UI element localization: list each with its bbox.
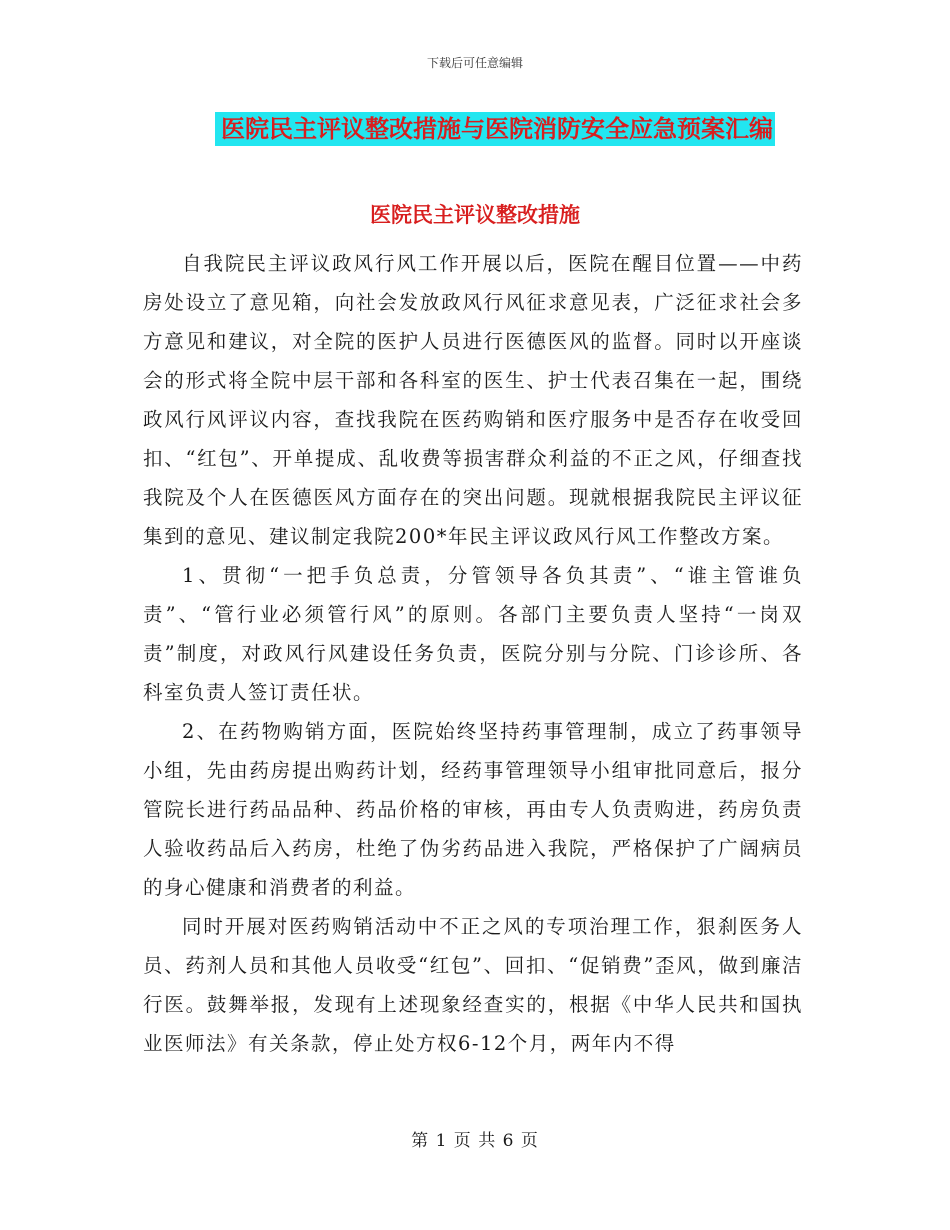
paragraph: 自我院民主评议政风行风工作开展以后，医院在醒目位置——中药房处设立了意见箱，向社会发放政风行风征求意见表，广泛征求社会多方意见和建议，对全院的医护人员进行医德医风的监督。同时以开座谈会的形式将全院中层干部和各科室的医生、护士代表召集在一起，围绕政风行风评议内容，查找我院在医药购销和医疗服务中是否存在收受回扣、“红包”、开单提成、乱收费等损害群众利益的不正之风，仔细查找我院及个人在医德医风方面存在的突出问题。现就根据我院民主评议征集到的意见、建议制定我院200*年民主评议政风行风工作整改方案。 [143,252,803,548]
document-title-wrap [0,112,950,146]
document-body [143,244,803,1063]
paragraph: 1、贯彻“一把手负总责，分管领导各负其责”、“谁主管谁负责”、“管行业必须管行风”的原则。各部门主要负责人坚持“一岗双责”制度，对政风行风建设任务负责，医院分别与分院、门诊诊所、各科室负责人签订责任状。 [143,564,803,704]
section-title: 医院民主评议整改措施 [370,203,580,227]
document-title: 医院民主评议整改措施与医院消防安全应急预案汇编 [215,112,775,146]
page-footer: 第 1 页 共 6 页 [411,1131,539,1151]
paragraph: 2、在药物购销方面，医院始终坚持药事管理制，成立了药事领导小组，先由药房提出购药计划，经药事管理领导小组审批同意后，报分管院长进行药品品种、药品价格的审核，再由专人负责购进，药房负责人验收药品后入药房，杜绝了伪劣药品进入我院，严格保护了广阔病员的身心健康和消费者的利益。 [143,720,803,899]
paragraph: 同时开展对医药购销活动中不正之风的专项治理工作，狠刹医务人员、药剂人员和其他人员收受“红包”、回扣、“促销费”歪风，做到廉洁行医。鼓舞举报，发现有上述现象经查实的，根据《中华人民共和国执业医师法》有关条款，停止处方权6-12个月，两年内不得 [143,915,803,1055]
header-note: 下载后可任意编辑 [426,56,523,70]
